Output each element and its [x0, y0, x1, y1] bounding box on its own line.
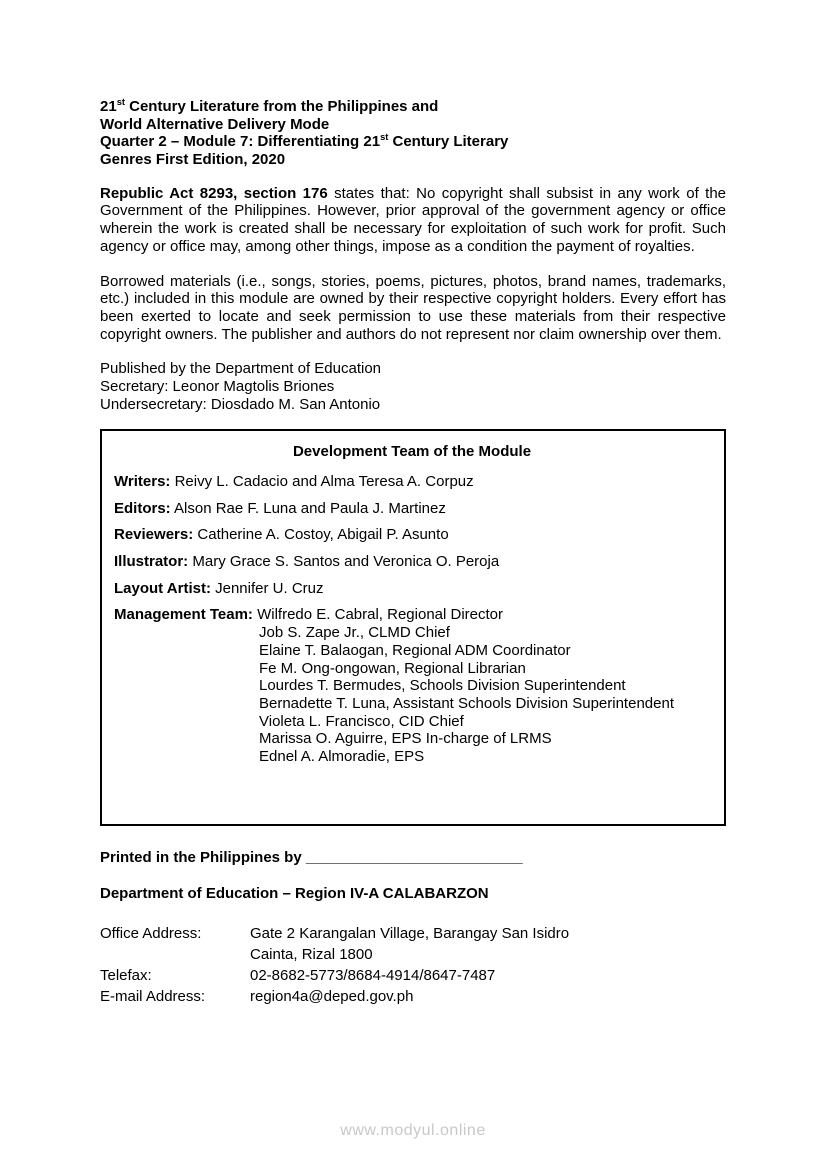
contact-value [250, 986, 726, 1007]
contact-label: Office Address: [100, 925, 202, 942]
title-line-3-post: Century Literary [388, 133, 509, 151]
module-title-block [100, 98, 726, 169]
printed-label: Printed in the Philippines by [100, 848, 306, 866]
team-role-label: Writers: [114, 473, 171, 490]
team-row-illustrator [114, 553, 710, 571]
team-members-text: Jennifer U. Cruz [215, 579, 324, 597]
watermark-url: www.modyul.online [340, 1122, 486, 1139]
contact-value-line: 02-8682-5773/8684-4914/8647-7487 [250, 967, 496, 984]
printed-in-philippines-line [100, 849, 726, 867]
republic-act-lead: Republic Act 8293, section 176 [100, 184, 328, 202]
management-member: Lourdes T. Bermudes, Schools Division Superintendent [259, 677, 626, 695]
team-role-label: Reviewers: [114, 526, 194, 544]
contact-row-telefax [100, 965, 726, 986]
title-line-1-superscript: st [116, 97, 125, 107]
development-team-title: Development Team of the Module [292, 443, 532, 461]
management-team-label: Management Team: [114, 606, 253, 624]
title-line-1 [100, 98, 726, 116]
contact-value-line: Cainta, Rizal 1800 [250, 946, 373, 963]
development-team-box [100, 429, 726, 825]
team-members-text: Reivy L. Cadacio and Alma Teresa A. Corpuz [174, 473, 474, 490]
management-member: Fe M. Ong-ongowan, Regional Librarian [259, 659, 526, 677]
printed-blank-line: __________________________ [305, 848, 523, 866]
team-row-reviewers [114, 526, 710, 544]
team-row-editors [114, 500, 710, 518]
contact-value [250, 965, 726, 986]
undersecretary-line: Undersecretary: Diosdado M. San Antonio [100, 395, 381, 413]
management-member: Wilfredo E. Cabral, Regional Director [257, 606, 504, 624]
title-line-2: World Alternative Delivery Mode [100, 115, 330, 133]
team-members-text: Mary Grace S. Santos and Veronica O. Peroja [192, 553, 500, 571]
borrowed-materials-paragraph: Borrowed materials (i.e., songs, stories, poems, pictures, photos, brand names, trademarks, etc.) included in this module are owned by their respective copyright holders. Every effort has been exerted to locate and seek permission to use these materials from their respective copyright owners. The publisher and authors do not represent nor claim ownership over them. [100, 272, 726, 343]
team-row-layout-artist [114, 580, 710, 598]
publisher-block [100, 360, 726, 413]
management-team-first-line [114, 606, 710, 624]
published-by-line: Published by the Department of Education [100, 360, 382, 378]
management-member: Ednel A. Almoradie, EPS [259, 747, 425, 765]
team-role-label: Illustrator: [114, 553, 189, 571]
contact-value [250, 923, 726, 965]
management-member: Job S. Zape Jr., CLMD Chief [259, 624, 450, 642]
team-row-writers [114, 473, 710, 491]
contact-value-line: region4a@deped.gov.ph [250, 988, 414, 1005]
contact-label: E-mail Address: [100, 988, 206, 1005]
contact-row-office-address [100, 923, 726, 965]
team-members-text: Alson Rae F. Luna and Paula J. Martinez [174, 499, 446, 517]
management-member: Elaine T. Balaogan, Regional ADM Coordinator [259, 641, 571, 659]
team-role-label: Editors: [114, 499, 171, 517]
title-line-3 [100, 133, 726, 151]
title-line-3-superscript: st [380, 132, 389, 143]
contact-block [100, 923, 726, 1007]
management-team-block [114, 606, 710, 765]
contact-label: Telefax: [100, 967, 152, 984]
department-region-line: Department of Education – Region IV-A CALABARZON [100, 885, 489, 903]
secretary-line: Secretary: Leonor Magtolis Briones [100, 377, 335, 395]
title-line-1-post: Century Literature from the Philippines and [124, 98, 439, 115]
management-member: Violeta L. Francisco, CID Chief [259, 712, 464, 730]
team-members-text: Catherine A. Costoy, Abigail P. Asunto [197, 526, 449, 544]
management-member: Marissa O. Aguirre, EPS In-charge of LRMS [259, 730, 552, 748]
management-member: Bernadette T. Luna, Assistant Schools Division Superintendent [259, 694, 674, 712]
contact-value-line: Gate 2 Karangalan Village, Barangay San Isidro [250, 925, 570, 942]
copyright-body-text: states that: No copyright shall subsist in any work of the Government of the Philippines. However, prior approval of the government agency or office wherein the work is created shall be necessary for exploitation of such work for profit. Such agency or office may, among other things, impose as a condition the payment of royalties. [100, 184, 727, 255]
contact-row-email [100, 986, 726, 1007]
copyright-paragraph [100, 185, 726, 256]
title-line-3-pre: Quarter 2 – Module 7: Differentiating 21 [100, 133, 381, 151]
title-line-1-pre: 21 [100, 98, 117, 115]
team-role-label: Layout Artist: [114, 579, 211, 597]
title-line-4: Genres First Edition, 2020 [100, 151, 286, 169]
